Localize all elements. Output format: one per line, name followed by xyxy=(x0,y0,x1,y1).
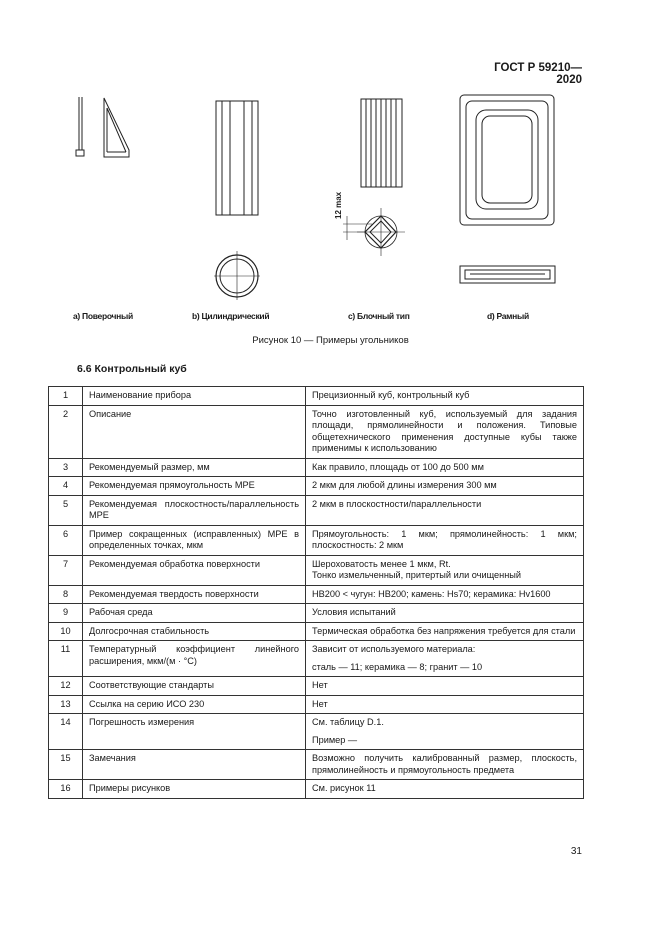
row-name: Долгосрочная стабильность xyxy=(83,622,306,641)
table-row xyxy=(49,604,584,623)
row-name: Рекомендуемая плоскостность/параллельность МРЕ xyxy=(83,495,306,525)
table-row xyxy=(49,405,584,458)
row-name: Пример сокращенных (исправленных) МРЕ в определенных точках, мкм xyxy=(83,525,306,555)
figure-label-b: b) Цилиндрический xyxy=(192,311,270,321)
row-value: Термическая обработка без напряжения требуется для стали xyxy=(306,622,584,641)
block-square-drawing xyxy=(343,99,405,256)
row-number: 5 xyxy=(49,495,83,525)
table-row xyxy=(49,750,584,780)
row-name: Ссылка на серию ИСО 230 xyxy=(83,695,306,714)
table-row xyxy=(49,555,584,585)
row-name: Рекомендуемая обработка поверхности xyxy=(83,555,306,585)
row-number: 14 xyxy=(49,714,83,750)
row-value-extra: Тонко измельченный, притертый или очищенный xyxy=(312,570,522,580)
page-number: 31 xyxy=(570,846,582,857)
try-square-drawing xyxy=(76,97,129,157)
table-row xyxy=(49,585,584,604)
row-name: Рекомендуемая прямоугольность МРЕ xyxy=(83,477,306,496)
cylindrical-square-drawing xyxy=(214,101,260,300)
row-value: Нет xyxy=(306,695,584,714)
row-number: 3 xyxy=(49,458,83,477)
row-value: 2 мкм в плоскостности/параллельности xyxy=(306,495,584,525)
table-row xyxy=(49,525,584,555)
row-value: Нет xyxy=(306,677,584,696)
row-number: 10 xyxy=(49,622,83,641)
row-value-cell xyxy=(306,714,584,750)
row-name: Температурный коэффициент линейного расширения, мкм/(м · °C) xyxy=(83,641,306,677)
row-number: 11 xyxy=(49,641,83,677)
table-row xyxy=(49,622,584,641)
table-row xyxy=(49,387,584,406)
dimension-label: 12 max xyxy=(334,191,343,219)
specification-table xyxy=(48,386,584,799)
row-number: 12 xyxy=(49,677,83,696)
row-name: Погрешность измерения xyxy=(83,714,306,750)
figure-label-c: c) Блочный тип xyxy=(348,311,410,321)
table-row xyxy=(49,780,584,799)
row-number: 7 xyxy=(49,555,83,585)
row-value: Возможно получить калиброванный размер, плоскость, прямолинейность и прямоугольность предмета xyxy=(306,750,584,780)
row-value: HB200 < чугун: HB200; камень: Hs70; керамика: Hv1600 xyxy=(306,585,584,604)
figure-label-d: d) Рамный xyxy=(487,311,529,321)
row-value: Точно изготовленный куб, используемый для задания площади, прямолинейности и положения. Типовые общетехнического применения доступные кубы также применимы к использованию xyxy=(306,405,584,458)
table-row xyxy=(49,458,584,477)
row-value: Как правило, площадь от 100 до 500 мм xyxy=(306,458,584,477)
row-value: Прецизионный куб, контрольный куб xyxy=(306,387,584,406)
figure-squares xyxy=(0,0,661,330)
standard-code: ГОСТ Р 59210—2020 xyxy=(494,62,582,86)
row-value-extra: Пример — xyxy=(312,734,358,745)
row-number: 6 xyxy=(49,525,83,555)
row-name: Примеры рисунков xyxy=(83,780,306,799)
row-value-cell xyxy=(306,555,584,585)
row-number: 9 xyxy=(49,604,83,623)
row-name: Замечания xyxy=(83,750,306,780)
row-value: Зависит от используемого материала: xyxy=(312,644,476,654)
row-name: Наименование прибора xyxy=(83,387,306,406)
row-number: 8 xyxy=(49,585,83,604)
row-name: Описание xyxy=(83,405,306,458)
table-row xyxy=(49,677,584,696)
row-name: Рабочая среда xyxy=(83,604,306,623)
row-value: Условия испытаний xyxy=(306,604,584,623)
table-row xyxy=(49,695,584,714)
row-number: 1 xyxy=(49,387,83,406)
row-number: 15 xyxy=(49,750,83,780)
table-row xyxy=(49,714,584,750)
row-value: Прямоугольность: 1 мкм; прямолинейность: 1 мкм; плоскостность: 2 мкм xyxy=(306,525,584,555)
row-number: 2 xyxy=(49,405,83,458)
row-number: 16 xyxy=(49,780,83,799)
row-name: Соответствующие стандарты xyxy=(83,677,306,696)
row-name: Рекомендуемый размер, мм xyxy=(83,458,306,477)
row-name: Рекомендуемая твердость поверхности xyxy=(83,585,306,604)
row-value-cell xyxy=(306,641,584,677)
figure-label-a: а) Поверочный xyxy=(73,311,133,321)
table-row xyxy=(49,477,584,496)
table-row xyxy=(49,641,584,677)
table-row xyxy=(49,495,584,525)
section-title: 6.6 Контрольный куб xyxy=(77,363,187,375)
row-number: 4 xyxy=(49,477,83,496)
row-number: 13 xyxy=(49,695,83,714)
row-value: См. рисунок 11 xyxy=(306,780,584,799)
frame-square-drawing xyxy=(460,95,555,283)
row-value: См. таблицу D.1. xyxy=(312,717,384,727)
figure-caption: Рисунок 10 — Примеры угольников xyxy=(252,335,409,346)
row-value: 2 мкм для любой длины измерения 300 мм xyxy=(306,477,584,496)
row-value: Шероховатость менее 1 мкм, Rt. xyxy=(312,558,451,569)
row-value-extra: сталь — 11; керамика — 8; гранит — 10 xyxy=(312,661,483,672)
